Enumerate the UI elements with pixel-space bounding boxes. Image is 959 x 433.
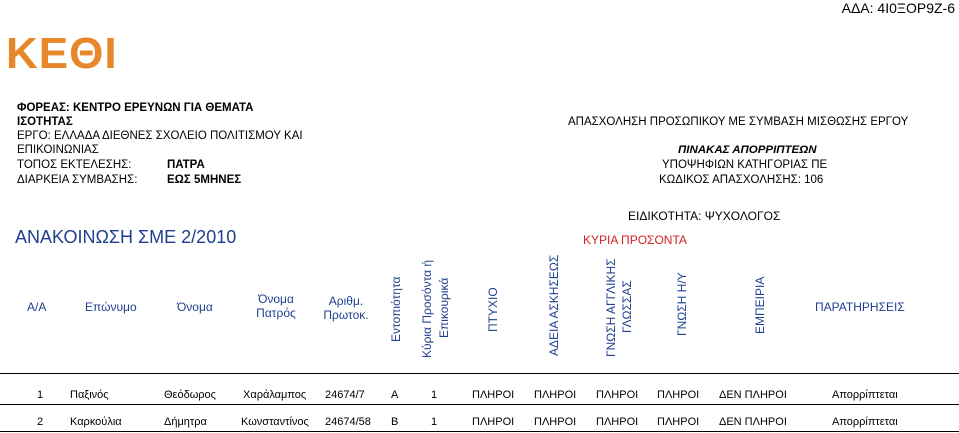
cell-empeiria: ΔΕΝ ΠΛΗΡΟΙ xyxy=(719,389,787,401)
logo-text: ΚΕΘΙ xyxy=(6,29,118,78)
cell-parat: Απορρίπτεται xyxy=(832,416,898,428)
cell-onoma: Δήμητρα xyxy=(164,416,207,428)
cell-patros: Κωνσταντίνος xyxy=(241,416,309,428)
row-divider xyxy=(0,373,959,374)
header-patros-line-1: Όνομα xyxy=(258,292,294,306)
header-aa: Α/Α xyxy=(27,300,47,314)
header-onoma: Όνομα xyxy=(177,300,213,314)
cell-entop: Β xyxy=(391,416,399,428)
foreas-label: ΦΟΡΕΑΣ: xyxy=(17,102,70,114)
header-arithm-line-2: Πρωτοκ. xyxy=(323,308,369,322)
ergo-line-2: ΕΠΙΚΟΙΝΩΝΙΑΣ xyxy=(17,144,99,156)
ypopsifion-title: ΥΠΟΨΗΦΙΩΝ ΚΑΤΗΓΟΡΙΑΣ ΠΕ xyxy=(662,159,828,171)
header-kyria-prosonta-1: Κύρια Προσόντα ή xyxy=(420,259,434,358)
kyria-prosonta-title: ΚΥΡΙΑ ΠΡΟΣΟΝΤΑ xyxy=(583,233,687,247)
ergo-line-1: ΕΡΓΟ: ΕΛΛΑΔΑ ΔΙΕΘΝΕΣ ΣΧΟΛΕΙΟ ΠΟΛΙΤΙΣΜΟΥ ΚΑΙ xyxy=(17,130,303,142)
header-glossa-2: ΓΛΩΣΣΑΣ xyxy=(620,280,634,333)
cell-parat: Απορρίπτεται xyxy=(832,389,898,401)
eidikotita: ΕΙΔΙΚΟΤΗΤΑ: ΨΥΧΟΛΟΓΟΣ xyxy=(628,209,781,223)
ada-code: ΑΔΑ: 4Ι0ΞΟΡ9Ζ-6 xyxy=(841,0,955,16)
cell-onoma: Θεόδωρος xyxy=(164,389,216,401)
cell-adeia: ΠΛΗΡΟΙ xyxy=(534,389,577,401)
header-paratiriseis: ΠΑΡΑΤΗΡΗΣΕΙΣ xyxy=(815,300,905,314)
cell-glossa: ΠΛΗΡΟΙ xyxy=(596,416,639,428)
header-entopiotita: Εντοπιότητα xyxy=(389,276,403,342)
cell-entop: Α xyxy=(391,389,399,401)
cell-patros: Χαράλαμπος xyxy=(243,389,307,401)
foreas-value-2: ΙΣΟΤΗΤΑΣ xyxy=(17,116,73,128)
cell-ptyxio: ΠΛΗΡΟΙ xyxy=(472,416,515,428)
cell-glossa: ΠΛΗΡΟΙ xyxy=(596,389,639,401)
cell-kyria: 1 xyxy=(431,389,438,401)
cell-ptyxio: ΠΛΗΡΟΙ xyxy=(472,389,515,401)
cell-arithm: 24674/58 xyxy=(325,416,371,428)
row-divider xyxy=(0,404,959,405)
header-empeiria: ΕΜΠΕΙΡΙΑ xyxy=(753,276,767,334)
header-adeia: ΑΔΕΙΑ ΑΣΚΗΣΕΩΣ xyxy=(547,254,561,356)
keoi-logo xyxy=(6,29,128,78)
topos-label: ΤΟΠΟΣ ΕΚΤΕΛΕΣΗΣ: xyxy=(17,159,132,171)
cell-hy: ΠΛΗΡΟΙ xyxy=(657,416,700,428)
header-eponymo: Επώνυμο xyxy=(85,300,137,314)
cell-aa: 2 xyxy=(37,416,44,428)
apasxolisi-title: ΑΠΑΣΧΟΛΗΣΗ ΠΡΟΣΩΠΙΚΟΥ ΜΕ ΣΥΜΒΑΣΗ ΜΙΣΘΩΣΗΣ ΕΡΓΟΥ xyxy=(568,116,909,128)
cell-eponymo: Καρκούλια xyxy=(70,416,122,428)
kodikos-title: ΚΩΔΙΚΟΣ ΑΠΑΣΧΟΛΗΣΗΣ: 106 xyxy=(659,174,824,186)
diarkeia-value: ΕΩΣ 5ΜΗΝΕΣ xyxy=(167,174,242,186)
header-glossa-1: ΓΝΩΣΗ ΑΓΓΛΙΚΗΣ xyxy=(604,258,618,357)
header-ptyxio: ΠΤΥΧΙΟ xyxy=(486,287,500,332)
header-patros-line-2: Πατρός xyxy=(256,306,296,320)
cell-hy: ΠΛΗΡΟΙ xyxy=(657,389,700,401)
foreas-line xyxy=(17,102,253,114)
cell-eponymo: Παξινός xyxy=(70,389,109,401)
header-arithm xyxy=(318,294,374,322)
cell-empeiria: ΔΕΝ ΠΛΗΡΟΙ xyxy=(719,416,787,428)
foreas-value: ΚΕΝΤΡΟ ΕΡΕΥΝΩΝ ΓΙΑ ΘΕΜΑΤΑ xyxy=(72,102,254,114)
cell-adeia: ΠΛΗΡΟΙ xyxy=(534,416,577,428)
cell-aa: 1 xyxy=(37,389,44,401)
diarkeia-label: ΔΙΑΡΚΕΙΑ ΣΥΜΒΑΣΗΣ: xyxy=(17,174,138,186)
cell-kyria: 1 xyxy=(431,416,438,428)
row-divider xyxy=(0,431,959,432)
header-gnosi-hy: ΓΝΩΣΗ Η/Υ xyxy=(675,272,689,336)
anakoinosi-title: ΑΝΑΚΟΙΝΩΣΗ ΣΜΕ 2/2010 xyxy=(15,227,237,247)
pinakas-title: ΠΙΝΑΚΑΣ ΑΠΟΡΡΙΠΤΕΩΝ xyxy=(678,144,817,156)
header-arithm-line-1: Αριθμ. xyxy=(328,294,364,308)
header-onoma-patros xyxy=(246,292,306,320)
cell-arithm: 24674/7 xyxy=(325,389,365,401)
topos-value: ΠΑΤΡΑ xyxy=(167,159,205,171)
header-kyria-prosonta-2: Επικουρικά xyxy=(437,277,451,338)
